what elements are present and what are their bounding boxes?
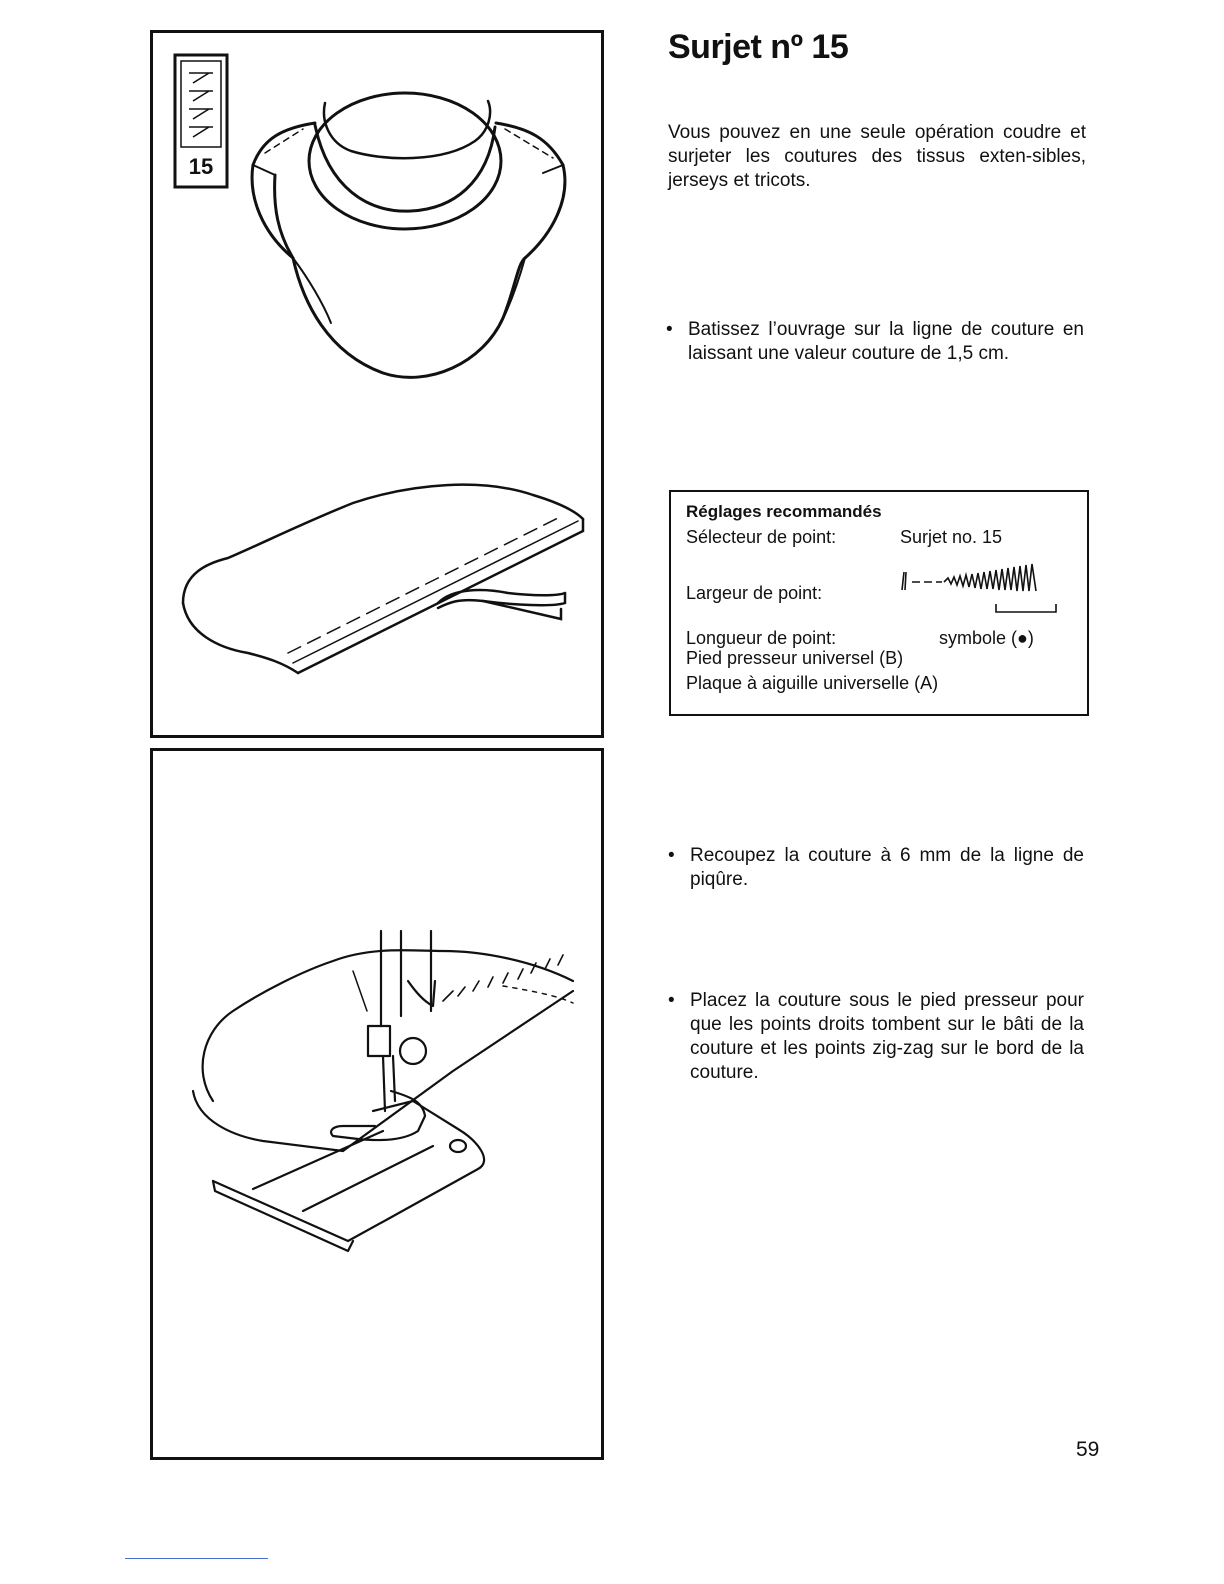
instruction-text: Batissez l’ouvrage sur la ligne de couture en laissant une valeur couture de 1,5 cm. [688,319,1084,364]
page-title: Surjet nº 15 [668,28,849,66]
bullet-icon: • [668,990,675,1011]
footer-rule [125,1558,268,1559]
shirt-drawing [252,93,565,377]
stitch-width-label: Largeur de point: [686,583,823,603]
presser-foot-setting: Pied presseur universel (B) [686,648,904,668]
instruction-bullet-baste [666,318,1084,366]
stitch-badge-number: 15 [188,154,214,179]
bullet-icon: • [666,319,673,340]
needle-plate-setting: Plaque à aiguille universelle (A) [686,673,939,693]
bullet-icon: • [668,845,675,866]
instruction-bullet-trim [668,844,1084,892]
basted-seam-drawing [183,485,583,673]
intro-paragraph: Vous pouvez en une seule opération coudre et surjeter les coutures des tissus exten-sibles, jerseys et tricots. [668,122,1086,191]
settings-heading: Réglages recommandés [686,502,882,521]
recommended-settings-box [669,490,1089,716]
stitch-selector-label: Sélecteur de point: [686,527,837,547]
illustration-panel-bottom [150,748,604,1460]
illustration-panel-top [150,30,604,738]
instruction-text: Recoupez la couture à 6 mm de la ligne de piqûre. [690,845,1084,890]
stitch-length-label: Longueur de point: [686,628,837,648]
instruction-bullet-place [668,989,1084,1085]
stitch-length-value: symbole (●) [939,628,1034,648]
garment-illustration [153,33,601,735]
sewing-foot-drawing [173,931,573,1457]
instruction-text: Placez la couture sous le pied presseur pour que les points droits tombent sur le bâti de la couture et les points zig-zag sur le bord de la couture. [690,990,1084,1083]
page-number: 59 [1076,1438,1100,1461]
sewing-machine-illustration [153,751,601,1457]
stitch-badge [175,55,227,187]
stitch-selector-value: Surjet no. 15 [900,527,1003,547]
stitch-width-scale-icon [896,562,1066,622]
